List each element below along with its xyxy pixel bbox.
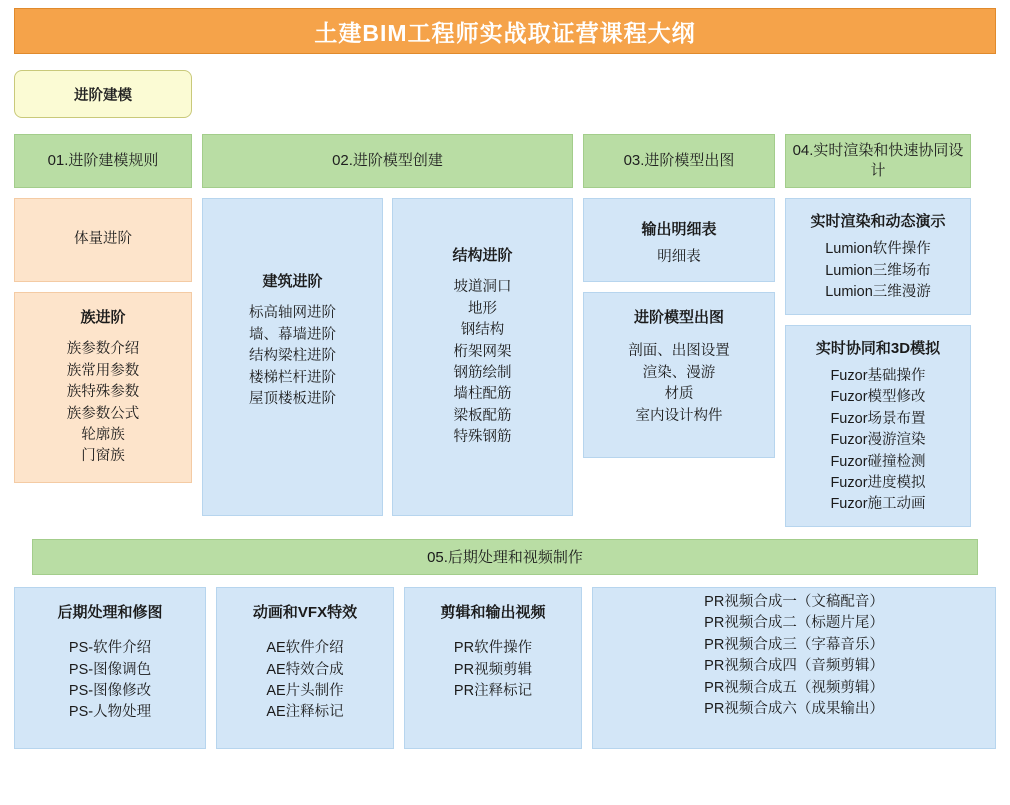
topic-item: PR视频剪辑	[453, 661, 533, 678]
topic-item: 坡道洞口	[453, 279, 512, 296]
topic-item: Fuzor漫游渲染	[830, 432, 926, 449]
topic-box-family	[14, 292, 192, 483]
topic-item: 钢结构	[460, 322, 505, 339]
bottom-column-3	[404, 587, 582, 749]
topic-item: 室内设计构件	[635, 407, 723, 424]
topic-item: 渲染、漫游	[642, 364, 716, 381]
topic-box-photoshop	[14, 587, 206, 749]
topic-item: PS-图像修改	[68, 683, 152, 699]
course-outline-diagram	[0, 8, 1010, 805]
topic-item: Fuzor场景布置	[830, 410, 926, 427]
module-02-subcolumns	[202, 198, 573, 516]
topic-item: AE片头制作	[266, 683, 344, 699]
bottom-column-2	[216, 587, 394, 749]
topic-box-title: 后期处理和修图	[57, 603, 163, 621]
topic-item: 族参数公式	[66, 405, 140, 422]
module-header-04: 04.实时渲染和快速协同设计	[785, 134, 971, 188]
topic-item: PR注释标记	[453, 683, 533, 699]
topic-item: Lumion软件操作	[825, 241, 931, 258]
module-header-01: 01.进阶建模规则	[14, 134, 192, 188]
page-title: 土建BIM工程师实战取证营课程大纲	[314, 19, 696, 46]
topic-item: 明细表	[657, 249, 701, 266]
topic-item: 剖面、出图设置	[628, 343, 730, 360]
topic-box-architecture	[202, 198, 383, 516]
topic-item: 墙、幕墙进阶	[249, 326, 336, 343]
topic-item: 梁板配筋	[453, 407, 512, 424]
topic-box-schedule	[583, 198, 775, 282]
topic-item: PR视频合成二（标题片尾）	[704, 615, 884, 632]
page-title-bar	[14, 8, 996, 54]
topic-item: 材质	[664, 386, 694, 403]
topic-item: Fuzor模型修改	[830, 389, 926, 406]
topic-item: PR视频合成四（音频剪辑）	[704, 658, 884, 675]
topic-box-pr-compositions	[592, 587, 996, 749]
topic-item: 特殊钢筋	[453, 429, 512, 446]
topic-item: 体量进阶	[74, 231, 132, 248]
module-header-05-label: 05.后期处理和视频制作	[427, 549, 583, 567]
topic-item: Fuzor基础操作	[830, 367, 926, 384]
topic-item: 轮廓族	[81, 427, 125, 443]
topic-box-aftereffects	[216, 587, 394, 749]
topic-item: 墙柱配筋	[453, 386, 512, 403]
topic-box-title: 建筑进阶	[262, 273, 323, 290]
topic-item: 门窗族	[81, 448, 125, 465]
topic-item: 桁架网架	[453, 343, 512, 360]
stage-tag	[14, 70, 192, 118]
topic-item: PR视频合成五（视频剪辑）	[704, 679, 884, 696]
topic-box-title: 实时渲染和动态演示	[810, 213, 946, 230]
topic-item: 楼梯栏杆进阶	[249, 369, 336, 386]
topic-item: PS-人物处理	[68, 704, 152, 721]
topic-box-title: 实时协同和3D模拟	[815, 339, 941, 357]
topic-box-title: 动画和VFX特效	[252, 603, 358, 621]
module-column-04	[785, 134, 971, 527]
topic-item: Fuzor碰撞检测	[830, 453, 926, 470]
topic-box-collaboration	[785, 325, 971, 527]
topic-item: Fuzor施工动画	[830, 496, 926, 513]
topic-box-title: 族进阶	[80, 309, 126, 326]
topic-item: Lumion三维漫游	[825, 284, 931, 301]
topic-item: Fuzor进度模拟	[830, 475, 926, 491]
topic-item: AE注释标记	[266, 704, 344, 721]
topic-item: 地形	[468, 300, 497, 317]
topic-item: PR视频合成一（文稿配音）	[704, 593, 884, 610]
topic-item: PR视频合成三（字幕音乐）	[704, 636, 884, 653]
topic-box-title: 结构进阶	[452, 247, 513, 264]
topic-item: PS-图像调色	[68, 661, 152, 678]
topic-box-realtime-render	[785, 198, 971, 315]
module-header-03: 03.进阶模型出图	[583, 134, 775, 188]
topic-box-title: 剪辑和输出视频	[440, 603, 546, 621]
bottom-column-4	[592, 587, 996, 749]
topic-box-drawing	[583, 292, 775, 458]
topic-box-title: 进阶模型出图	[633, 309, 724, 326]
topic-box-volume	[14, 198, 192, 282]
bottom-column-1	[14, 587, 206, 749]
topic-item: 屋顶楼板进阶	[249, 391, 336, 407]
module-column-02	[202, 134, 573, 516]
topic-item: 结构梁柱进阶	[249, 348, 336, 365]
topic-item: AE特效合成	[266, 661, 344, 678]
stage-tag-label: 进阶建模	[74, 87, 132, 104]
topic-item: 钢筋绘制	[453, 365, 512, 381]
topic-item: 族常用参数	[66, 362, 140, 379]
topic-item: PS-软件介绍	[68, 640, 152, 657]
module-columns	[14, 134, 996, 527]
topic-item: Lumion三维场布	[825, 262, 931, 279]
module-05-columns	[14, 587, 996, 749]
module-header-02: 02.进阶模型创建	[202, 134, 573, 188]
topic-box-premiere	[404, 587, 582, 749]
topic-item: PR软件操作	[453, 640, 533, 657]
topic-item: 族参数介绍	[66, 341, 140, 358]
topic-item: PR视频合成六（成果输出）	[704, 701, 884, 718]
topic-item: 标高轴网进阶	[249, 305, 336, 322]
topic-box-title: 输出明细表	[641, 221, 717, 238]
module-column-01	[14, 134, 192, 483]
topic-item: AE软件介绍	[266, 640, 344, 657]
module-column-03	[583, 134, 775, 458]
topic-item: 族特殊参数	[66, 384, 140, 401]
topic-box-structure	[392, 198, 573, 516]
module-header-05	[32, 539, 978, 575]
